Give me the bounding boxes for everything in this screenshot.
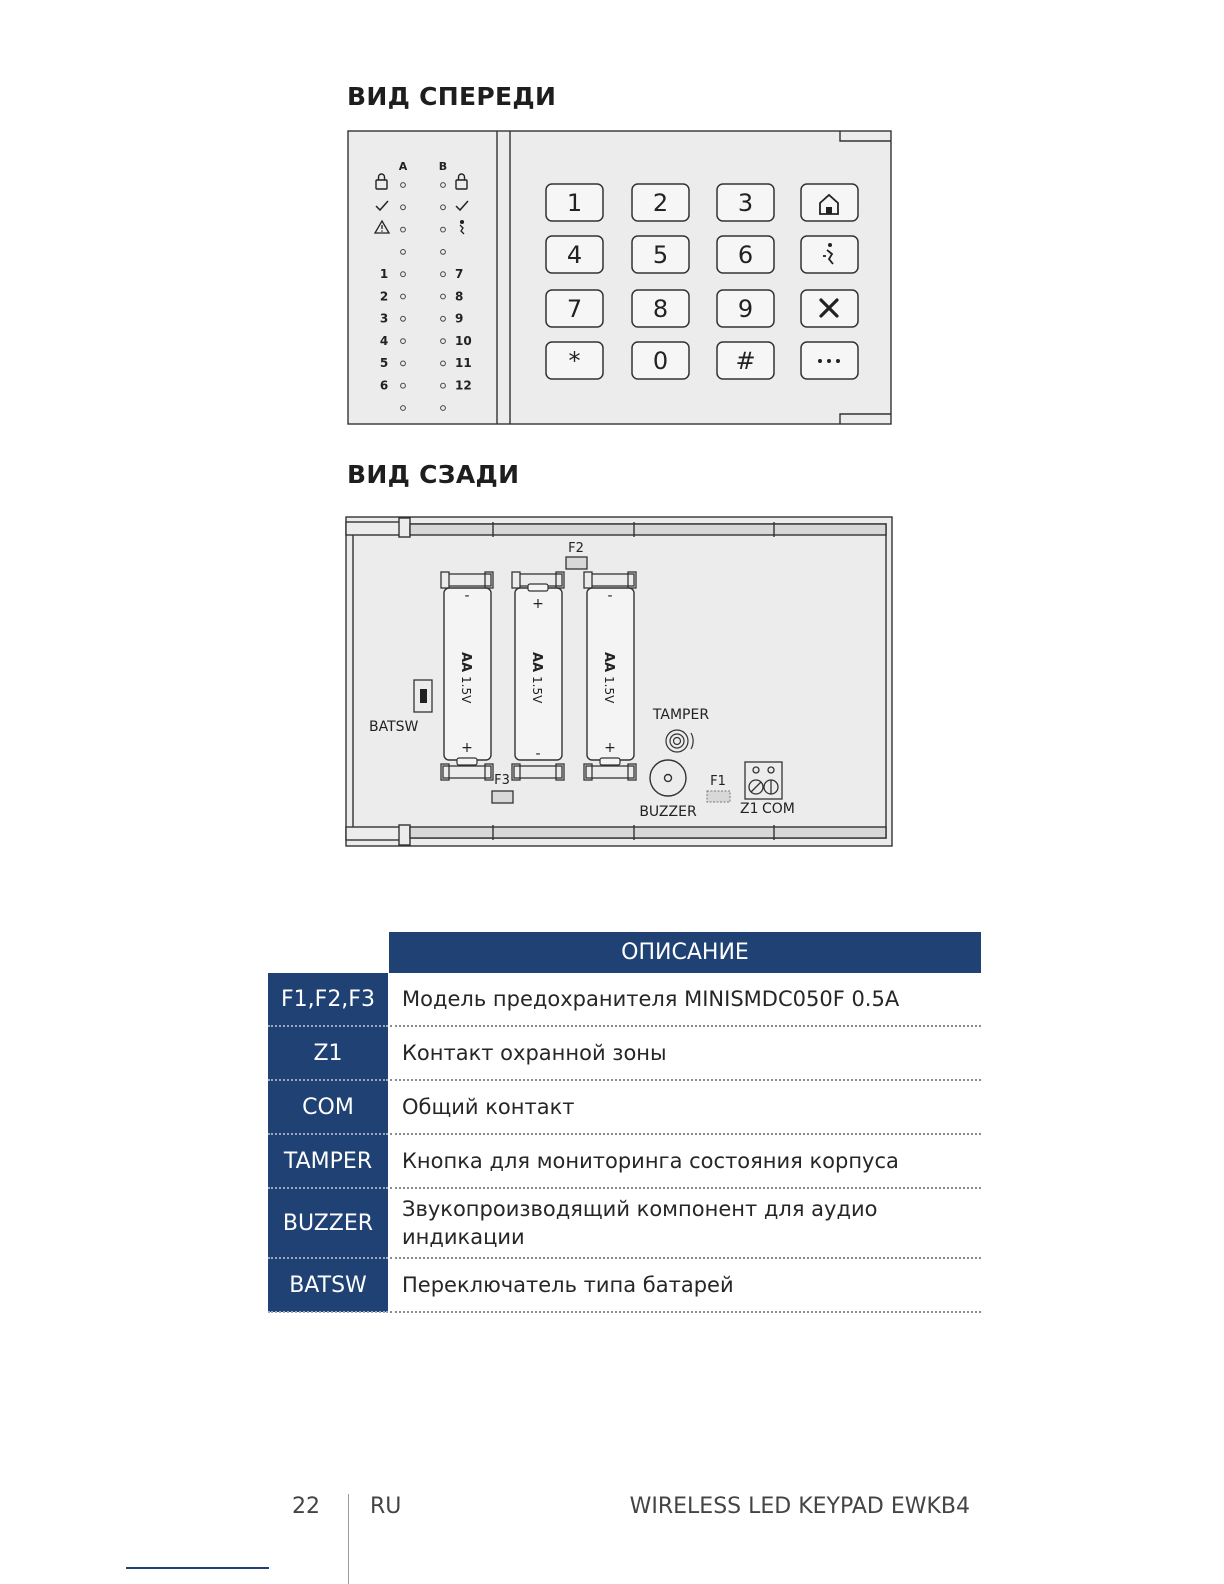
keypad-key-3[interactable] <box>717 184 774 221</box>
table-header-blank <box>268 932 389 973</box>
table-row <box>268 1026 981 1080</box>
description-table <box>268 932 981 1313</box>
keypad-key-9[interactable] <box>717 290 774 327</box>
footer-accent-line <box>126 1567 269 1569</box>
batsw-label: BATSW <box>369 719 419 735</box>
home-key[interactable] <box>801 184 858 221</box>
keypad-key-label: * <box>568 347 581 375</box>
zone-number: 1 <box>379 267 389 281</box>
back-view-diagram <box>343 514 895 850</box>
keypad-key-label: 0 <box>652 347 669 375</box>
f3-label: F3 <box>494 773 510 788</box>
keypad-key-label: 1 <box>566 189 583 217</box>
battery-switch <box>414 680 432 712</box>
table-row <box>268 1188 981 1258</box>
page-number: 22 <box>292 1494 320 1519</box>
table-row-value: Звукопроизводящий компонент для аудио индикации <box>389 1188 981 1258</box>
table-row-key: BUZZER <box>268 1188 389 1258</box>
zone-number: 4 <box>379 333 389 348</box>
battery-voltage-label: 1.5V <box>602 676 616 704</box>
keypad-key-label: 5 <box>652 241 669 269</box>
zone-number: 11 <box>455 356 472 371</box>
product-name: WIRELESS LED KEYPAD EWKB4 <box>629 1494 970 1519</box>
battery-holder <box>441 572 493 780</box>
keypad-key-8[interactable] <box>632 290 689 327</box>
table-row-value: Модель предохранителя MINISMDC050F 0.5A <box>389 973 981 1026</box>
back-view-heading: ВИД СЗАДИ <box>347 460 520 489</box>
table-row-key: COM <box>268 1080 389 1134</box>
zone-number: 9 <box>455 311 464 326</box>
keypad-key-5[interactable] <box>632 236 689 273</box>
zone-number: 10 <box>455 333 472 348</box>
z1-label: Z1 <box>740 801 759 817</box>
battery-polarity: - <box>535 746 541 762</box>
zone-number: 7 <box>455 267 464 281</box>
battery-type-label: AA <box>458 652 473 673</box>
zone-number: 2 <box>379 289 389 304</box>
keypad-key-label: 2 <box>652 189 669 217</box>
zone-number: 6 <box>379 378 389 393</box>
keypad-key-6[interactable] <box>717 236 774 273</box>
f2-label: F2 <box>568 541 584 556</box>
zone-number: 5 <box>379 356 389 371</box>
tamper-label: TAMPER <box>652 707 710 723</box>
more-dots-icon <box>818 359 840 363</box>
keypad-key-label: 6 <box>737 241 754 269</box>
buzzer-label: BUZZER <box>639 804 697 820</box>
terminal-block <box>745 762 782 799</box>
battery-polarity: + <box>532 596 544 612</box>
table-row-key: Z1 <box>268 1026 389 1080</box>
table-row <box>268 1134 981 1188</box>
battery-type-label: AA <box>601 652 616 673</box>
battery-polarity: + <box>604 740 616 756</box>
fuse-f2 <box>566 557 587 569</box>
footer-divider <box>348 1494 349 1584</box>
battery-polarity: + <box>461 740 473 756</box>
battery-holder <box>584 572 636 780</box>
battery-polarity: - <box>607 588 613 604</box>
front-view-diagram <box>345 128 895 428</box>
keypad-key-hash[interactable] <box>717 342 774 379</box>
table-row <box>268 1080 981 1134</box>
battery-voltage-label: 1.5V <box>459 676 473 704</box>
keypad-key-label: 3 <box>737 189 754 217</box>
buzzer <box>650 760 686 796</box>
keypad-key-7[interactable] <box>546 290 603 327</box>
fuse-f3 <box>492 791 513 803</box>
front-view-heading: ВИД СПЕРЕДИ <box>347 82 557 111</box>
table-row-key: BATSW <box>268 1258 389 1312</box>
keypad-key-2[interactable] <box>632 184 689 221</box>
f1-label: F1 <box>710 774 726 789</box>
led-column-b-label: B <box>438 160 448 173</box>
table-row-value: Общий контакт <box>389 1080 981 1134</box>
zone-number: 3 <box>379 311 389 326</box>
keypad-key-star[interactable] <box>546 342 603 379</box>
table-row-value: Кнопка для мониторинга состояния корпуса <box>389 1134 981 1188</box>
battery-polarity: - <box>464 588 470 604</box>
zone-number: 8 <box>455 289 464 304</box>
table-row-key: F1,F2,F3 <box>268 973 389 1026</box>
fuse-f1 <box>707 791 730 802</box>
com-label: COM <box>762 801 795 817</box>
keypad-key-label: 4 <box>566 241 583 269</box>
keypad-key-label: 8 <box>652 295 669 323</box>
keypad-key-0[interactable] <box>632 342 689 379</box>
battery-voltage-label: 1.5V <box>530 676 544 704</box>
keypad-key-label: 9 <box>737 295 754 323</box>
table-row-key: TAMPER <box>268 1134 389 1188</box>
battery-holder <box>512 572 564 780</box>
table-row-value: Контакт охранной зоны <box>389 1026 981 1080</box>
table-header-description: ОПИСАНИЕ <box>389 932 981 973</box>
keypad-key-label: 7 <box>566 295 583 323</box>
table-row-value: Переключатель типа батарей <box>389 1258 981 1312</box>
battery-type-label: AA <box>529 652 544 673</box>
walking-person-key[interactable] <box>801 236 858 273</box>
table-row <box>268 973 981 1026</box>
keypad-key-4[interactable] <box>546 236 603 273</box>
keypad-key-label: # <box>735 347 756 375</box>
keypad-key-1[interactable] <box>546 184 603 221</box>
zone-number: 12 <box>455 378 472 393</box>
table-row <box>268 1258 981 1312</box>
language-code: RU <box>370 1494 402 1519</box>
led-column-a-label: A <box>398 160 408 173</box>
